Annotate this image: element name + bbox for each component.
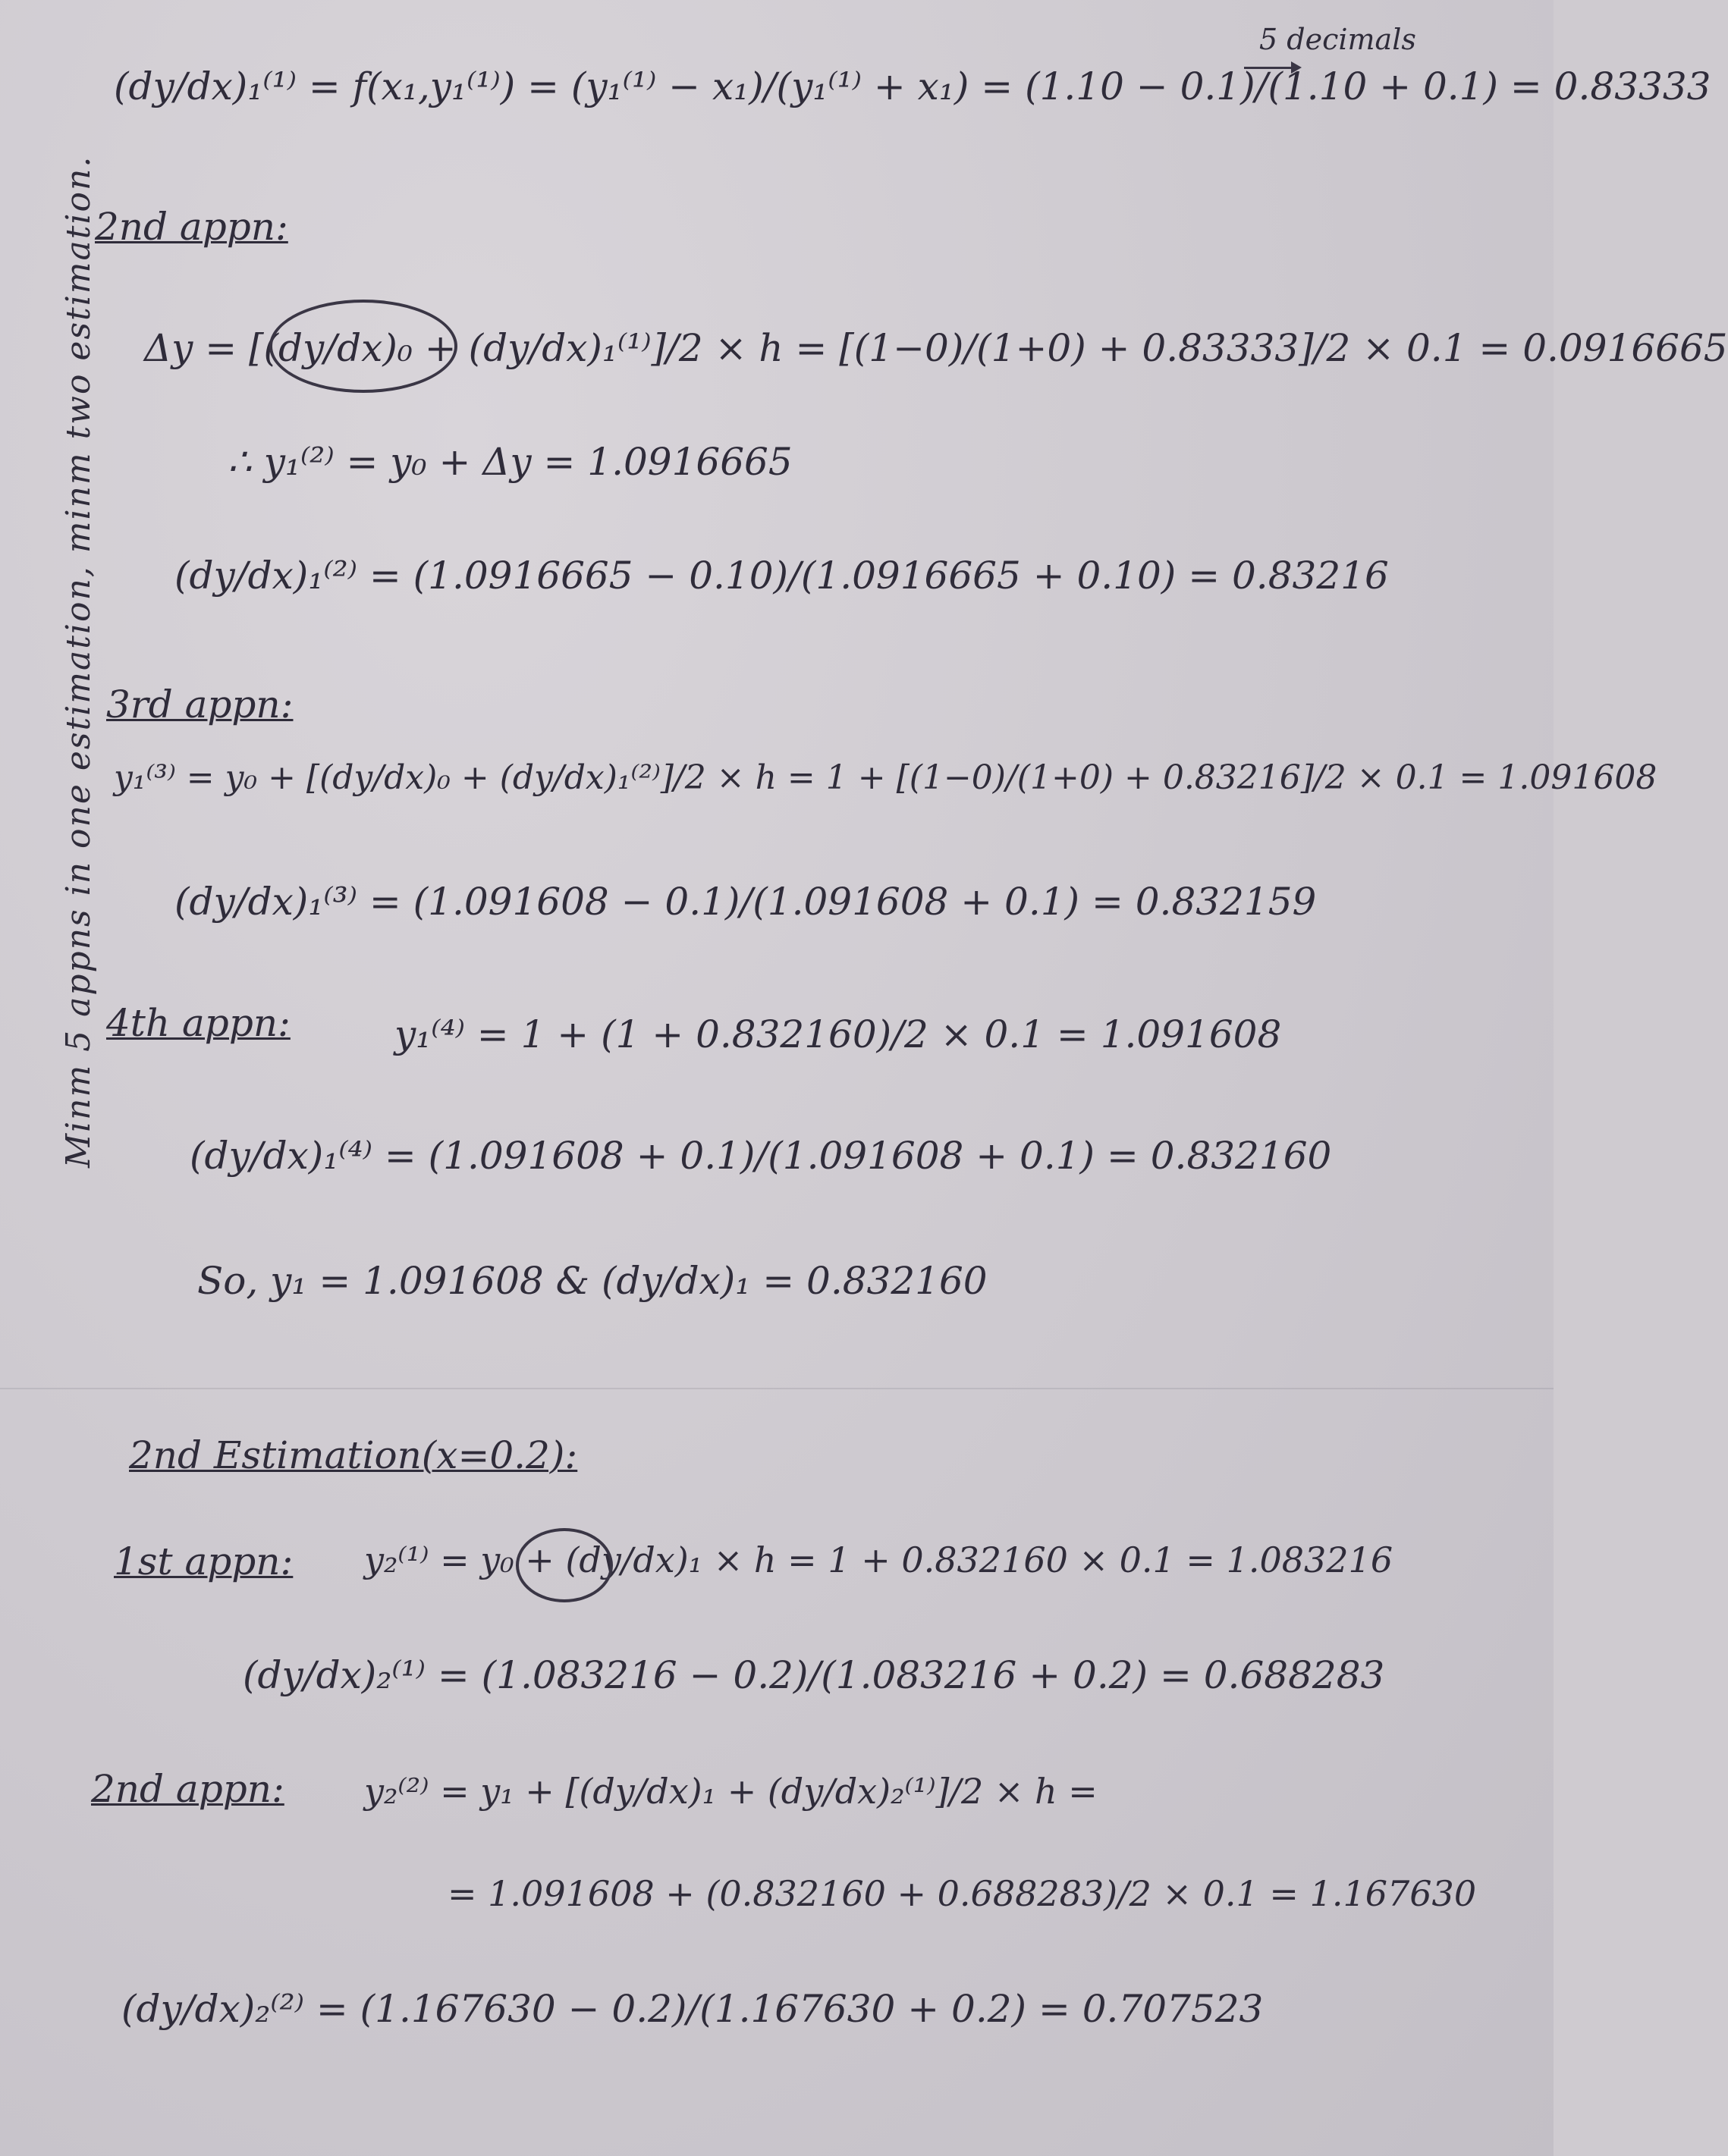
equation-dydx-1-2: (dy/dx)₁⁽²⁾ = (1.0916665 − 0.10)/(1.0916665 + 0.10) = 0.83216 <box>174 554 1389 598</box>
equation-dydx-2-1: (dy/dx)₂⁽¹⁾ = (1.083216 − 0.2)/(1.083216 + 0.2) = 0.688283 <box>243 1653 1385 1697</box>
equation-y1-2: ∴ y₁⁽²⁾ = y₀ + Δy = 1.0916665 <box>228 440 793 484</box>
equation-y2-2-b: = 1.091608 + (0.832160 + 0.688283)/2 × 0.1 = 1.167630 <box>448 1873 1477 1914</box>
equation-y1-4: y₁⁽⁴⁾ = 1 + (1 + 0.832160)/2 × 0.1 = 1.091608 <box>394 1012 1282 1056</box>
equation-dydx-2-2: (dy/dx)₂⁽²⁾ = (1.167630 − 0.2)/(1.167630 + 0.2) = 0.707523 <box>121 1987 1264 2031</box>
equation-y1-3: y₁⁽³⁾ = y₀ + [(dy/dx)₀ + (dy/dx)₁⁽²⁾]/2 × h = 1 + [(1−0)/(1+0) + 0.83216]/2 × 0.1 = 1.091608 <box>114 758 1657 797</box>
page-fold <box>0 1388 1554 1389</box>
heading-4th-appn: 4th appn: <box>106 1001 291 1045</box>
heading-2nd-estimation: 2nd Estimation(x=0.2): <box>129 1433 578 1477</box>
heading-2nd-appn-b: 2nd appn: <box>91 1767 284 1811</box>
side-note: Minm 5 appns in one estimation, minm two estimation. <box>59 155 98 1168</box>
decimals-note: 5 decimals <box>1259 23 1416 56</box>
circle-mark <box>516 1528 613 1602</box>
heading-2nd-appn: 2nd appn: <box>95 205 288 249</box>
heading-3rd-appn: 3rd appn: <box>106 683 294 727</box>
equation-y2-1: y₂⁽¹⁾ = y₀ + (dy/dx)₁ × h = 1 + 0.832160 × 0.1 = 1.083216 <box>364 1539 1393 1580</box>
equation-delta-y: Δy = [(dy/dx)₀ + (dy/dx)₁⁽¹⁾]/2 × h = [(1−0)/(1+0) + 0.83333]/2 × 0.1 = 0.0916665 <box>144 326 1728 370</box>
equation-dydx-1-4: (dy/dx)₁⁽⁴⁾ = (1.091608 + 0.1)/(1.091608 + 0.1) = 0.832160 <box>190 1134 1332 1178</box>
equation-dydx-1-3: (dy/dx)₁⁽³⁾ = (1.091608 − 0.1)/(1.091608 + 0.1) = 0.832159 <box>174 880 1317 924</box>
heading-1st-appn: 1st appn: <box>114 1539 294 1583</box>
equation-dydx-1-1: (dy/dx)₁⁽¹⁾ = f(x₁,y₁⁽¹⁾) = (y₁⁽¹⁾ − x₁)/(y₁⁽¹⁾ + x₁) = (1.10 − 0.1)/(1.10 + 0.1) = 0.83333 <box>114 64 1711 108</box>
equation-y2-2-a: y₂⁽²⁾ = y₁ + [(dy/dx)₁ + (dy/dx)₂⁽¹⁾]/2 × h = <box>364 1771 1098 1812</box>
circle-mark <box>269 300 457 393</box>
summary-line: So, y₁ = 1.091608 & (dy/dx)₁ = 0.832160 <box>197 1259 988 1303</box>
